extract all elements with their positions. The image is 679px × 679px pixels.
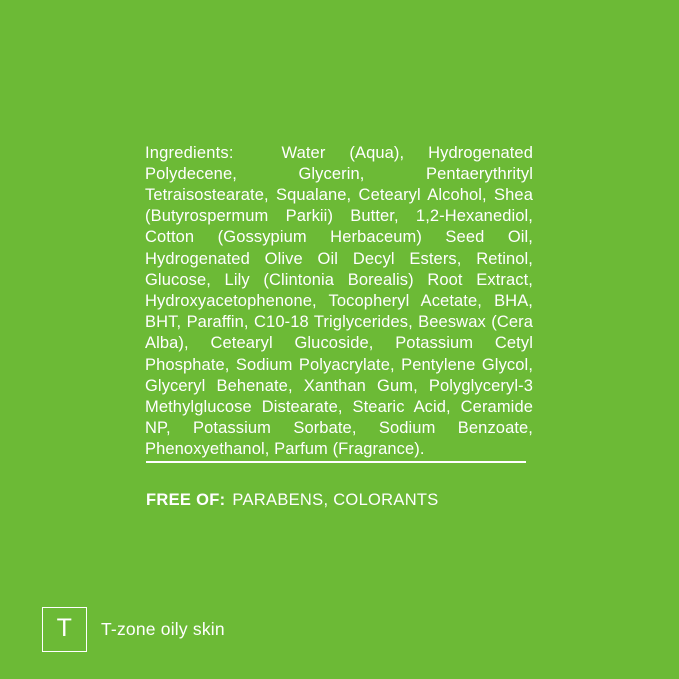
free-of-label: FREE OF: [146,491,226,509]
ingredients-paragraph [145,143,533,461]
free-of-row [146,491,439,510]
ingredients-label: Ingredients: [145,143,234,162]
t-zone-badge-icon [42,607,87,652]
skin-type-row [42,607,225,652]
section-divider [146,461,526,463]
ingredients-block [145,126,533,477]
skin-type-caption: T-zone oily skin [101,619,225,639]
ingredients-list: Water (Aqua), Hydrogenated Polydecene, Glycerin, Pentaerythrityl Tetraisostearate, Squalane, Cetearyl Alcohol, Shea (Butyrospermum Parkii) Butter, 1,2-Hexanediol, Cotton (Gossypium Herbaceum) Seed Oil, Hydrogenated Olive Oil Decyl Esters, Retinol, Glucose, Lily (Clintonia Borealis) Root Extract, Hydroxyacetophenone, Tocopheryl Acetate, BHA, BHT, Paraffin, C10-18 Triglycerides, Beeswax (Cera Alba), Cetearyl Glucoside, Potassium Cetyl Phosphate, Sodium Polyacrylate, Pentylene Glycol, Glyceryl Behenate, Xanthan Gum, Polyglyceryl-3 Methylglucose Distearate, Stearic Acid, Ceramide NP, Potassium Sorbate, Sodium Benzoate, Phenoxyethanol, Parfum (Fragrance). [145,143,533,459]
t-zone-badge-letter: T [56,614,73,642]
free-of-value: PARABENS, COLORANTS [232,491,439,509]
